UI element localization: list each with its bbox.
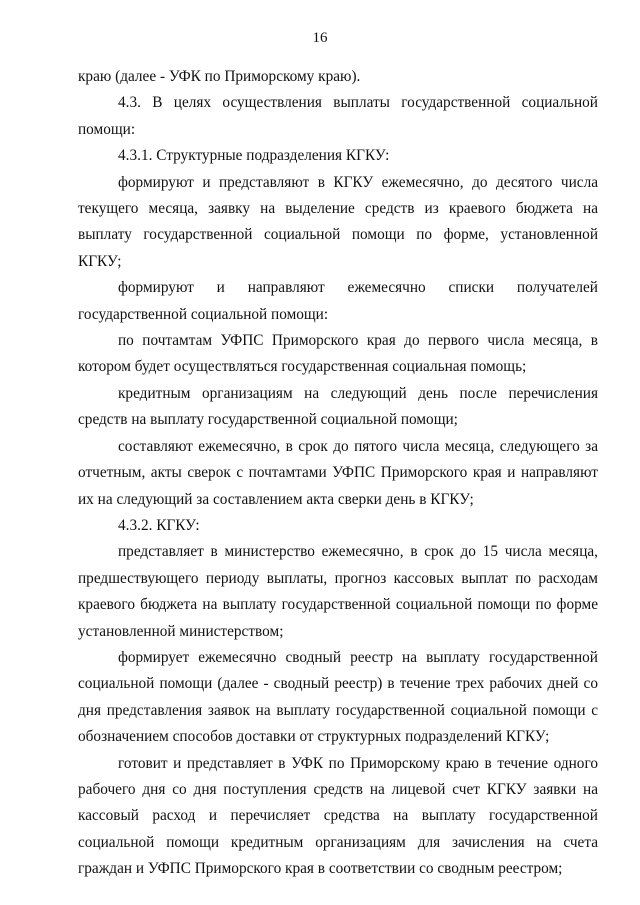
paragraph-4-3-2: 4.3.2. КГКУ: xyxy=(118,516,200,534)
paragraph-post-offices: по почтамтам УФПС Приморского края до первого числа месяца, в котором будет осуществляться государственная социальная помощь; xyxy=(78,332,598,376)
page-number: 16 xyxy=(312,30,328,46)
paragraph-4-3-1: 4.3.1. Структурные подразделения КГКУ: xyxy=(118,147,390,165)
paragraph-forecast: представляет в министерство ежемесячно, в срок до 15 числа месяца, предшествующего периоду выплаты, прогноз кассовых выплат по расходам краевого бюджета на выплату государственной социальной помощи по форме установленной министерством; xyxy=(78,543,598,640)
paragraph-cash-expense: готовит и представляет в УФК по Приморскому краю в течение одного рабочего дня со дня поступления средств на лицевой счет КГКУ заявки на кассовый расход и перечисляет средства на выплату государственной социальной помощи кредитным организациям для зачисления на счета граждан и УФПС Приморского края в соответствии со сводным реестром; xyxy=(78,754,598,878)
paragraph-4-3: 4.3. В целях осуществления выплаты государственной социальной помощи: xyxy=(78,94,598,138)
paragraph-send-lists: формируют и направляют ежемесячно списки получателей государственной социальной помощи: xyxy=(78,279,598,323)
paragraph-continuation: краю (далее - УФК по Приморскому краю). xyxy=(78,68,361,85)
document-body xyxy=(78,64,598,883)
paragraph-form-request: формируют и представляют в КГКУ ежемесячно, до десятого числа текущего месяца, заявку на выделение средств из краевого бюджета на выплату государственной социальной помощи по форме, установленной КГКУ; xyxy=(78,173,598,270)
paragraph-credit-organizations: кредитным организациям на следующий день после перечисления средств на выплату государственной социальной помощи; xyxy=(78,384,598,429)
paragraph-reconciliation-acts: составляют ежемесячно, в срок до пятого числа месяца, следующего за отчетным, акты сверок с почтамтами УФПС Приморского края и направляют их на следующий за составлением акта сверки день в КГКУ; xyxy=(78,437,598,508)
paragraph-summary-register: формирует ежемесячно сводный реестр на выплату государственной социальной помощи (далее - сводный реестр) в течение трех рабочих дней со дня представления заявок на выплату государственной социальной помощи с обозначением способов доставки от структурных подразделений КГКУ; xyxy=(78,648,598,746)
